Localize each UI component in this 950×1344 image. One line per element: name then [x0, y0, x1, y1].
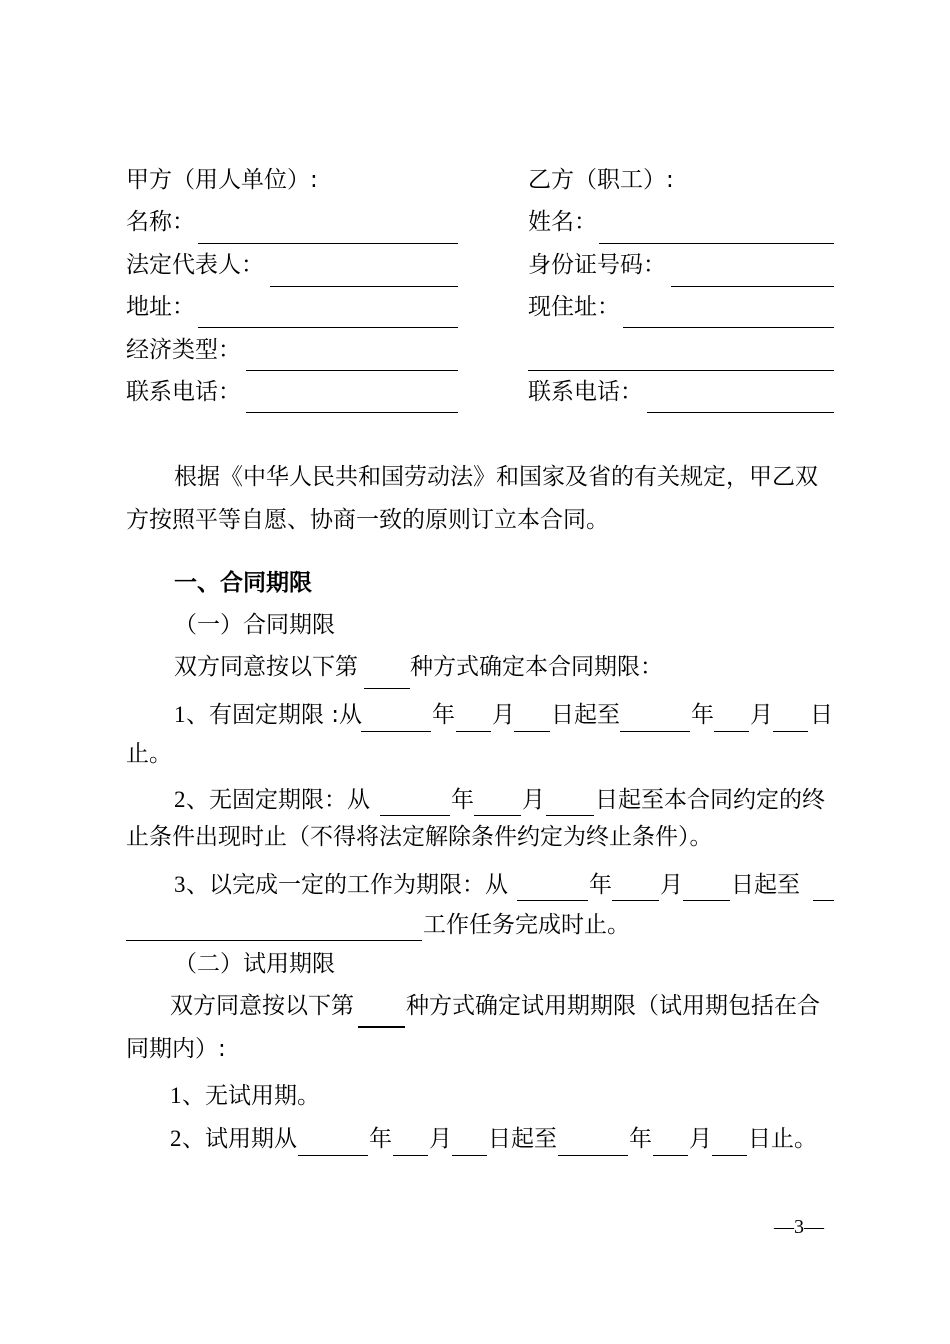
opt-3-task-field[interactable] [813, 900, 834, 901]
opt-1-start-month-field[interactable] [456, 731, 491, 732]
sub-1-intro-a: 双方同意按以下第 [174, 654, 358, 680]
probation-end-day-field[interactable] [712, 1155, 747, 1156]
party-b-phone-field[interactable] [647, 412, 834, 413]
sub-2-opt-2-num: 2 [170, 1126, 182, 1151]
party-a-rep-label: 法定代表人： [126, 252, 264, 278]
opt-2-tail: 日起至本合同约定的终 [595, 787, 825, 813]
probation-start-month-field[interactable] [393, 1155, 428, 1156]
opt-1-from-label: 日起至 [551, 702, 620, 728]
opt-1-cont: 止。 [126, 741, 172, 767]
opt-1-day-end-label: 日 [810, 702, 833, 728]
sub-1-opt-2-num: 2 [174, 787, 186, 812]
opt-2-month-label: 月 [522, 787, 545, 813]
party-a-phone-label: 联系电话： [126, 379, 241, 405]
party-b-address-field[interactable] [623, 327, 834, 328]
probation-end-year-field[interactable] [558, 1155, 628, 1156]
opt-3-month-field[interactable] [612, 900, 659, 901]
opt-1-year-label: 年 [432, 702, 455, 728]
opt-3-task-field-2[interactable] [126, 940, 422, 941]
sub-2-opt-2-text: 、试用期从 [182, 1126, 297, 1152]
party-b-name-label: 姓名： [528, 209, 597, 235]
opt-1-end-year-field[interactable] [620, 731, 690, 732]
opt-1-end-month-field[interactable] [714, 731, 749, 732]
opt-3-day-field[interactable] [683, 900, 730, 901]
sub-1-choice-field[interactable] [364, 688, 410, 689]
party-b-phone-label: 联系电话： [528, 379, 643, 405]
party-b-heading: 乙方（职工）: [528, 167, 674, 193]
party-b-id-field[interactable] [671, 286, 834, 287]
party-a-address-field[interactable] [198, 327, 458, 328]
probation-from-label: 日起至 [488, 1126, 557, 1152]
probation-year2-label: 年 [629, 1126, 652, 1152]
opt-1-start-year-field[interactable] [361, 731, 431, 732]
sub-2-choice-field[interactable] [358, 1026, 405, 1028]
opt-1-month-label: 月 [492, 702, 515, 728]
probation-month-label: 月 [429, 1126, 452, 1152]
preamble-line-1: 根据《中华人民共和国劳动法》和国家及省的有关规定，甲乙双 [174, 464, 818, 490]
party-a-address-label: 地址： [126, 294, 195, 320]
probation-start-day-field[interactable] [452, 1155, 487, 1156]
preamble-line-2: 方按照平等自愿、协商一致的原则订立本合同。 [126, 507, 609, 533]
sub-2-intro-cont: 同期内）: [126, 1036, 226, 1062]
opt-1-year2-label: 年 [691, 702, 714, 728]
probation-day-end-label: 日止。 [748, 1126, 817, 1152]
opt-1-month2-label: 月 [750, 702, 773, 728]
opt-2-cont: 止条件出现时止（不得将法定解除条件约定为终止条件）。 [126, 824, 713, 850]
sub-1-opt-2-text: 、无固定期限：从 [186, 787, 370, 813]
sub-2-intro-a: 双方同意按以下第 [170, 993, 354, 1019]
opt-2-year-label: 年 [451, 787, 474, 813]
sub-2-opt-1-num: 1 [170, 1083, 182, 1108]
opt-3-month-label: 月 [660, 872, 683, 898]
opt-3-from-label: 日起至 [731, 872, 800, 898]
party-b-id-label: 身份证号码： [528, 252, 666, 278]
sub-2-intro-b: 种方式确定试用期期限（试用期包括在合 [406, 993, 820, 1019]
party-a-phone-field[interactable] [246, 412, 458, 413]
opt-1-end-day-field[interactable] [773, 731, 808, 732]
opt-2-year-field[interactable] [380, 815, 450, 816]
probation-year-label: 年 [369, 1126, 392, 1152]
party-b-address-label: 现住址： [528, 294, 620, 320]
sub-1-opt-1-num: 1 [174, 702, 186, 727]
sub-1-opt-1-text: 、有固定期限 :从 [186, 702, 363, 728]
party-a-name-label: 名称： [126, 209, 195, 235]
section-1-title: 一、合同期限 [174, 570, 312, 596]
probation-end-month-field[interactable] [653, 1155, 688, 1156]
party-b-address-field-2[interactable] [528, 370, 834, 371]
party-a-econ-type-field[interactable] [246, 370, 458, 371]
party-a-name-field[interactable] [198, 243, 458, 244]
sub-1-opt-3-text: 、以完成一定的工作为期限：从 [186, 872, 508, 898]
probation-month2-label: 月 [689, 1126, 712, 1152]
opt-3-year-field[interactable] [517, 900, 588, 901]
party-a-heading: 甲方（用人单位）: [126, 167, 318, 193]
sub-1-title: （一）合同期限 [174, 612, 335, 638]
opt-3-year-label: 年 [589, 872, 612, 898]
opt-2-day-field[interactable] [546, 815, 594, 816]
sub-2-title: （二）试用期限 [174, 951, 335, 977]
opt-2-month-field[interactable] [474, 815, 521, 816]
probation-start-year-field[interactable] [298, 1155, 368, 1156]
sub-1-opt-3-num: 3 [174, 872, 186, 897]
opt-1-start-day-field[interactable] [514, 731, 550, 732]
party-a-rep-field[interactable] [270, 286, 458, 287]
sub-2-opt-1-text: 、无试用期。 [182, 1083, 320, 1109]
sub-1-intro-b: 种方式确定本合同期限： [410, 654, 663, 680]
party-a-econ-type-label: 经济类型： [126, 337, 241, 363]
party-b-name-field[interactable] [599, 243, 834, 244]
opt-3-cont: 工作任务完成时止。 [423, 912, 630, 938]
page-number: —3— [774, 1216, 824, 1238]
